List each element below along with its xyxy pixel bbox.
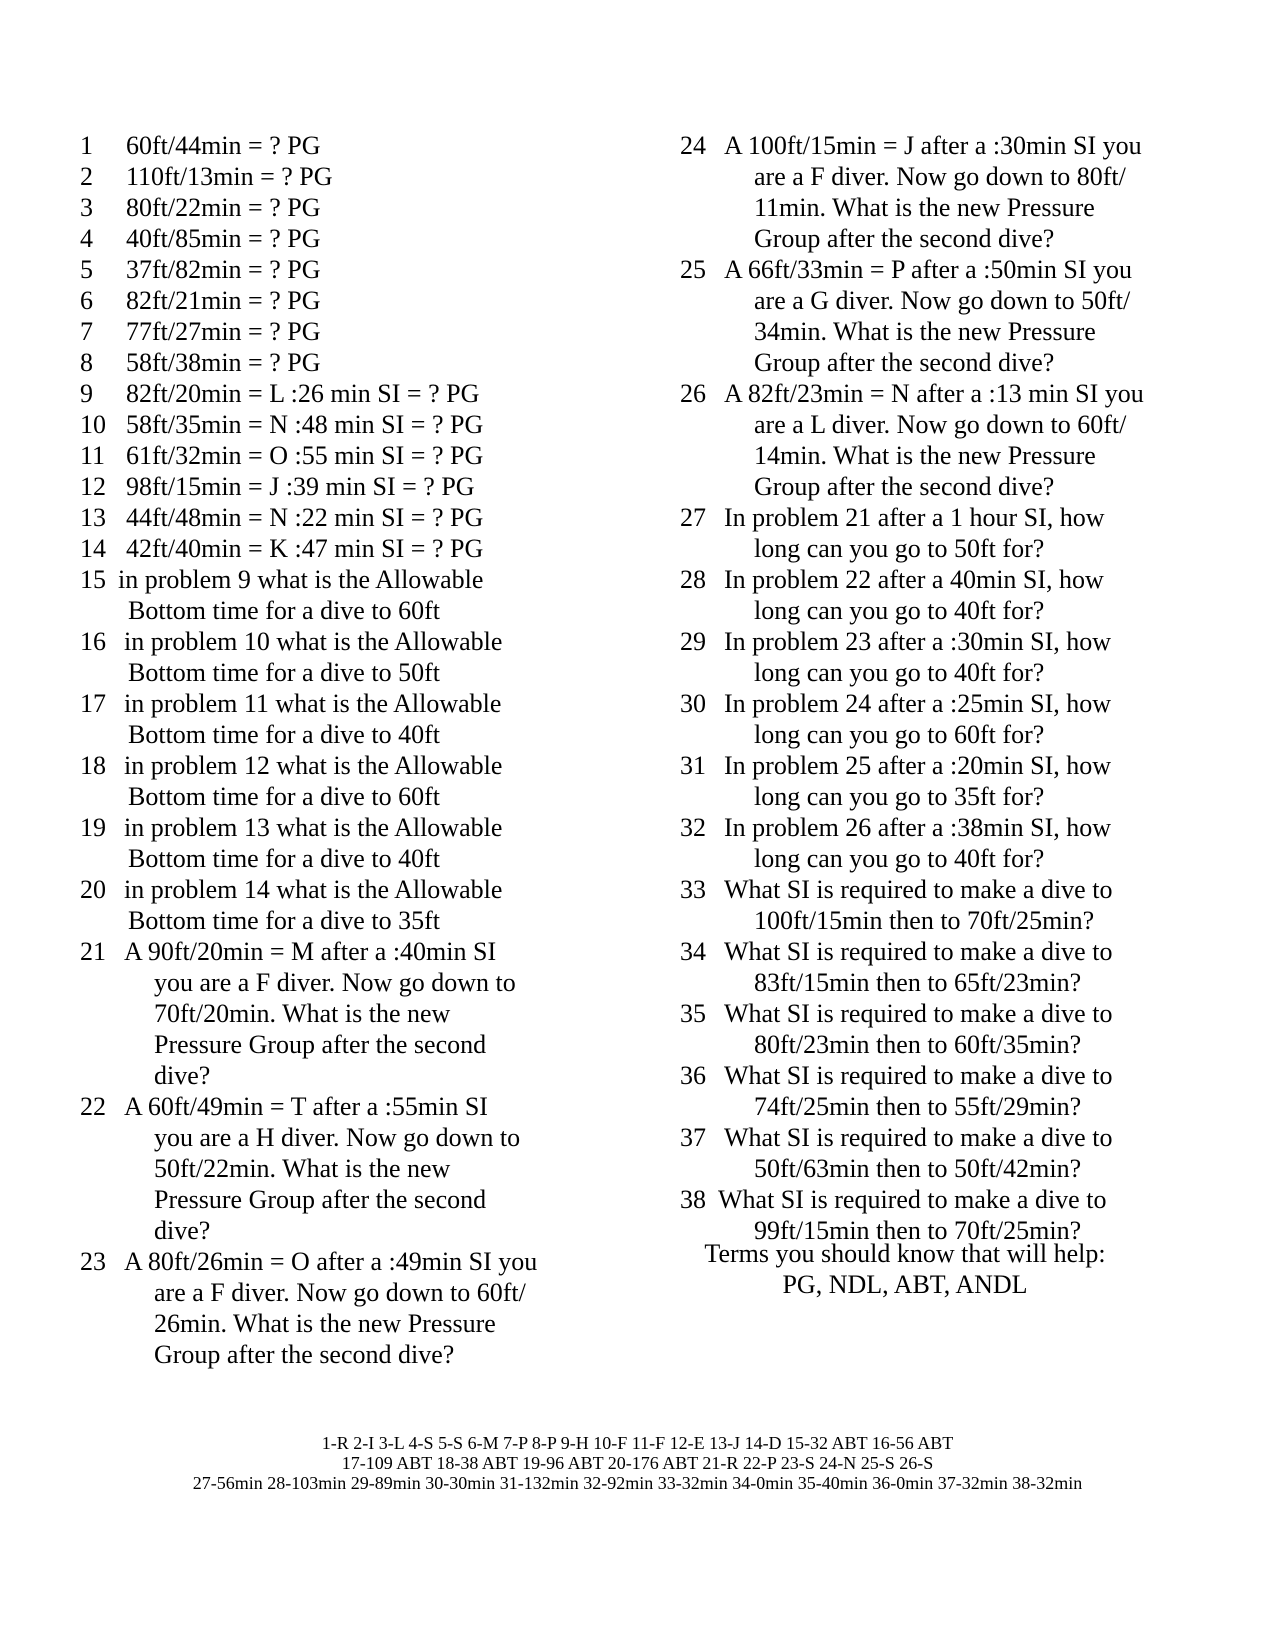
- problem-33: [680, 874, 1200, 936]
- problem-number: 10: [80, 410, 106, 439]
- problem-text-line: A 100ft/15min = J after a :30min SI you: [724, 131, 1142, 160]
- problem-28: [680, 564, 1200, 626]
- problem-text-line: In problem 22 after a 40min SI, how: [724, 565, 1104, 594]
- problem-text-line: What SI is required to make a dive to: [724, 937, 1113, 966]
- terms-list: PG, NDL, ABT, ANDL: [782, 1270, 1028, 1299]
- problem-30: [680, 688, 1200, 750]
- problem-number: 17: [80, 689, 106, 718]
- problem-number: 34: [680, 937, 706, 966]
- problem-13: [80, 502, 620, 533]
- problem-text-line: 14min. What is the new Pressure: [754, 441, 1096, 470]
- problem-number: 5: [80, 255, 93, 284]
- problem-number: 11: [80, 441, 106, 470]
- problem-number: 22: [80, 1092, 106, 1121]
- problem-number: 38: [680, 1185, 706, 1214]
- problem-text-line: dive?: [154, 1216, 211, 1245]
- problem-text-line: in problem 14 what is the Allowable: [124, 875, 503, 904]
- problem-34: [680, 936, 1200, 998]
- problem-18: [80, 750, 620, 812]
- problem-text-line: A 80ft/26min = O after a :49min SI you: [124, 1247, 538, 1276]
- problem-3: [80, 192, 620, 223]
- problem-number: 20: [80, 875, 106, 904]
- problem-number: 33: [680, 875, 706, 904]
- problem-35: [680, 998, 1200, 1060]
- problem-text-line: 100ft/15min then to 70ft/25min?: [754, 906, 1095, 935]
- problem-number: 3: [80, 193, 93, 222]
- problem-20: [80, 874, 620, 936]
- problem-27: [680, 502, 1200, 564]
- problem-37: [680, 1122, 1200, 1184]
- problem-text-line: are a F diver. Now go down to 60ft/: [154, 1278, 526, 1307]
- problem-31: [680, 750, 1200, 812]
- problem-15: [80, 564, 620, 626]
- problem-number: 25: [680, 255, 706, 284]
- problem-1: [80, 130, 620, 161]
- problem-number: 27: [680, 503, 706, 532]
- problem-number: 32: [680, 813, 706, 842]
- problem-text-line: Pressure Group after the second: [154, 1185, 487, 1214]
- problem-36: [680, 1060, 1200, 1122]
- problem-text-line: In problem 24 after a :25min SI, how: [724, 689, 1112, 718]
- problem-19: [80, 812, 620, 874]
- problem-text-line: 98ft/15min = J :39 min SI = ? PG: [126, 472, 475, 501]
- problem-10: [80, 409, 620, 440]
- terms-heading: Terms you should know that will help:: [704, 1239, 1106, 1268]
- problem-text-line: A 82ft/23min = N after a :13 min SI you: [724, 379, 1144, 408]
- problem-text-line: 37ft/82min = ? PG: [126, 255, 321, 284]
- problem-number: 9: [80, 379, 93, 408]
- problem-14: [80, 533, 620, 564]
- problem-6: [80, 285, 620, 316]
- problem-16: [80, 626, 620, 688]
- answer-key-line-2: 17-109 ABT 18-38 ABT 19-96 ABT 20-176 ABT 21-R 22-P 23-S 24-N 25-S 26-S: [341, 1453, 934, 1473]
- problem-text-line: long can you go to 50ft for?: [754, 534, 1045, 563]
- problem-number: 4: [80, 224, 93, 253]
- problem-text-line: Group after the second dive?: [754, 348, 1055, 377]
- problem-number: 7: [80, 317, 93, 346]
- problem-text-line: 83ft/15min then to 65ft/23min?: [754, 968, 1082, 997]
- problem-text-line: 80ft/23min then to 60ft/35min?: [754, 1030, 1082, 1059]
- problem-8: [80, 347, 620, 378]
- problem-text-line: you are a H diver. Now go down to: [154, 1123, 521, 1152]
- problem-number: 31: [680, 751, 706, 780]
- problem-text-line: What SI is required to make a dive to: [724, 1123, 1113, 1152]
- answer-key-line-3: 27-56min 28-103min 29-89min 30-30min 31-132min 32-92min 33-32min 34-0min 35-40min 36-0min 37-32min 38-32min: [192, 1473, 1083, 1493]
- problem-text-line: are a G diver. Now go down to 50ft/: [754, 286, 1131, 315]
- problem-11: [80, 440, 620, 471]
- problem-5: [80, 254, 620, 285]
- problem-number: 6: [80, 286, 93, 315]
- problem-7: [80, 316, 620, 347]
- problem-number: 14: [80, 534, 106, 563]
- problem-26: [680, 378, 1200, 502]
- problem-text-line: In problem 21 after a 1 hour SI, how: [724, 503, 1105, 532]
- problem-9: [80, 378, 620, 409]
- problem-text-line: Group after the second dive?: [754, 224, 1055, 253]
- problem-2: [80, 161, 620, 192]
- problem-text-line: 110ft/13min = ? PG: [126, 162, 333, 191]
- problem-text-line: 82ft/20min = L :26 min SI = ? PG: [126, 379, 480, 408]
- problem-text-line: Bottom time for a dive to 60ft: [128, 596, 440, 625]
- problem-25: [680, 254, 1200, 378]
- problem-text-line: long can you go to 35ft for?: [754, 782, 1045, 811]
- problem-text-line: are a F diver. Now go down to 80ft/: [754, 162, 1126, 191]
- right-problem-column: [680, 130, 1200, 1246]
- problem-number: 37: [680, 1123, 706, 1152]
- problem-text-line: long can you go to 40ft for?: [754, 658, 1045, 687]
- problem-number: 13: [80, 503, 106, 532]
- problem-number: 36: [680, 1061, 706, 1090]
- problem-number: 8: [80, 348, 93, 377]
- problem-text-line: Bottom time for a dive to 50ft: [128, 658, 440, 687]
- problem-number: 1: [80, 131, 93, 160]
- problem-number: 30: [680, 689, 706, 718]
- problem-17: [80, 688, 620, 750]
- answer-key: [40, 1433, 1235, 1493]
- problem-text-line: 60ft/44min = ? PG: [126, 131, 321, 160]
- problem-12: [80, 471, 620, 502]
- problem-number: 28: [680, 565, 706, 594]
- problem-text-line: A 60ft/49min = T after a :55min SI: [124, 1092, 488, 1121]
- problem-text-line: dive?: [154, 1061, 211, 1090]
- problem-text-line: Bottom time for a dive to 40ft: [128, 720, 440, 749]
- problem-text-line: In problem 23 after a :30min SI, how: [724, 627, 1112, 656]
- problem-text-line: In problem 26 after a :38min SI, how: [724, 813, 1112, 842]
- problem-number: 35: [680, 999, 706, 1028]
- problem-text-line: A 90ft/20min = M after a :40min SI: [124, 937, 497, 966]
- problem-text-line: 26min. What is the new Pressure: [154, 1309, 496, 1338]
- problem-text-line: 58ft/35min = N :48 min SI = ? PG: [126, 410, 484, 439]
- terms-note: [660, 1238, 1150, 1300]
- problem-text-line: 50ft/63min then to 50ft/42min?: [754, 1154, 1082, 1183]
- problem-number: 24: [680, 131, 706, 160]
- problem-text-line: 99ft/15min then to 70ft/25min?: [754, 1216, 1082, 1245]
- problem-text-line: Bottom time for a dive to 60ft: [128, 782, 440, 811]
- problem-text-line: What SI is required to make a dive to: [724, 999, 1113, 1028]
- problem-text-line: 61ft/32min = O :55 min SI = ? PG: [126, 441, 484, 470]
- problem-text-line: long can you go to 40ft for?: [754, 596, 1045, 625]
- problem-24: [680, 130, 1200, 254]
- problem-text-line: are a L diver. Now go down to 60ft/: [754, 410, 1127, 439]
- problem-4: [80, 223, 620, 254]
- answer-key-line-1: 1-R 2-I 3-L 4-S 5-S 6-M 7-P 8-P 9-H 10-F 11-F 12-E 13-J 14-D 15-32 ABT 16-56 ABT: [321, 1433, 954, 1453]
- problem-22: [80, 1091, 620, 1246]
- problem-38: [680, 1184, 1200, 1246]
- problem-number: 29: [680, 627, 706, 656]
- problem-text-line: 50ft/22min. What is the new: [154, 1154, 451, 1183]
- problem-text-line: Group after the second dive?: [154, 1340, 455, 1369]
- left-problem-column: [80, 130, 620, 1370]
- problem-text-line: 40ft/85min = ? PG: [126, 224, 321, 253]
- problem-text-line: 77ft/27min = ? PG: [126, 317, 321, 346]
- problem-text-line: in problem 13 what is the Allowable: [124, 813, 503, 842]
- problem-text-line: long can you go to 60ft for?: [754, 720, 1045, 749]
- problem-text-line: in problem 10 what is the Allowable: [124, 627, 503, 656]
- problem-text-line: 82ft/21min = ? PG: [126, 286, 321, 315]
- problem-text-line: Pressure Group after the second: [154, 1030, 487, 1059]
- problem-text-line: 70ft/20min. What is the new: [154, 999, 451, 1028]
- problem-text-line: in problem 12 what is the Allowable: [124, 751, 503, 780]
- problem-text-line: Group after the second dive?: [754, 472, 1055, 501]
- problem-text-line: A 66ft/33min = P after a :50min SI you: [724, 255, 1133, 284]
- problem-number: 16: [80, 627, 106, 656]
- problem-text-line: In problem 25 after a :20min SI, how: [724, 751, 1112, 780]
- problem-32: [680, 812, 1200, 874]
- problem-text-line: 74ft/25min then to 55ft/29min?: [754, 1092, 1082, 1121]
- problem-number: 26: [680, 379, 706, 408]
- problem-number: 2: [80, 162, 93, 191]
- problem-text-line: in problem 9 what is the Allowable: [118, 565, 484, 594]
- problem-number: 18: [80, 751, 106, 780]
- problem-text-line: What SI is required to make a dive to: [724, 1061, 1113, 1090]
- problem-number: 21: [80, 937, 106, 966]
- problem-text-line: 44ft/48min = N :22 min SI = ? PG: [126, 503, 484, 532]
- problem-23: [80, 1246, 620, 1370]
- problem-number: 15: [80, 565, 106, 594]
- problem-text-line: long can you go to 40ft for?: [754, 844, 1045, 873]
- problem-text-line: 34min. What is the new Pressure: [754, 317, 1096, 346]
- problem-text-line: 80ft/22min = ? PG: [126, 193, 321, 222]
- problem-number: 19: [80, 813, 106, 842]
- problem-text-line: 58ft/38min = ? PG: [126, 348, 321, 377]
- problem-text-line: Bottom time for a dive to 35ft: [128, 906, 440, 935]
- problem-text-line: 11min. What is the new Pressure: [754, 193, 1095, 222]
- problem-number: 23: [80, 1247, 106, 1276]
- problem-text-line: you are a F diver. Now go down to: [154, 968, 516, 997]
- problem-text-line: What SI is required to make a dive to: [718, 1185, 1107, 1214]
- problem-text-line: in problem 11 what is the Allowable: [124, 689, 502, 718]
- problem-text-line: 42ft/40min = K :47 min SI = ? PG: [126, 534, 484, 563]
- problem-29: [680, 626, 1200, 688]
- problem-text-line: What SI is required to make a dive to: [724, 875, 1113, 904]
- problem-21: [80, 936, 620, 1091]
- problem-text-line: Bottom time for a dive to 40ft: [128, 844, 440, 873]
- problem-number: 12: [80, 472, 106, 501]
